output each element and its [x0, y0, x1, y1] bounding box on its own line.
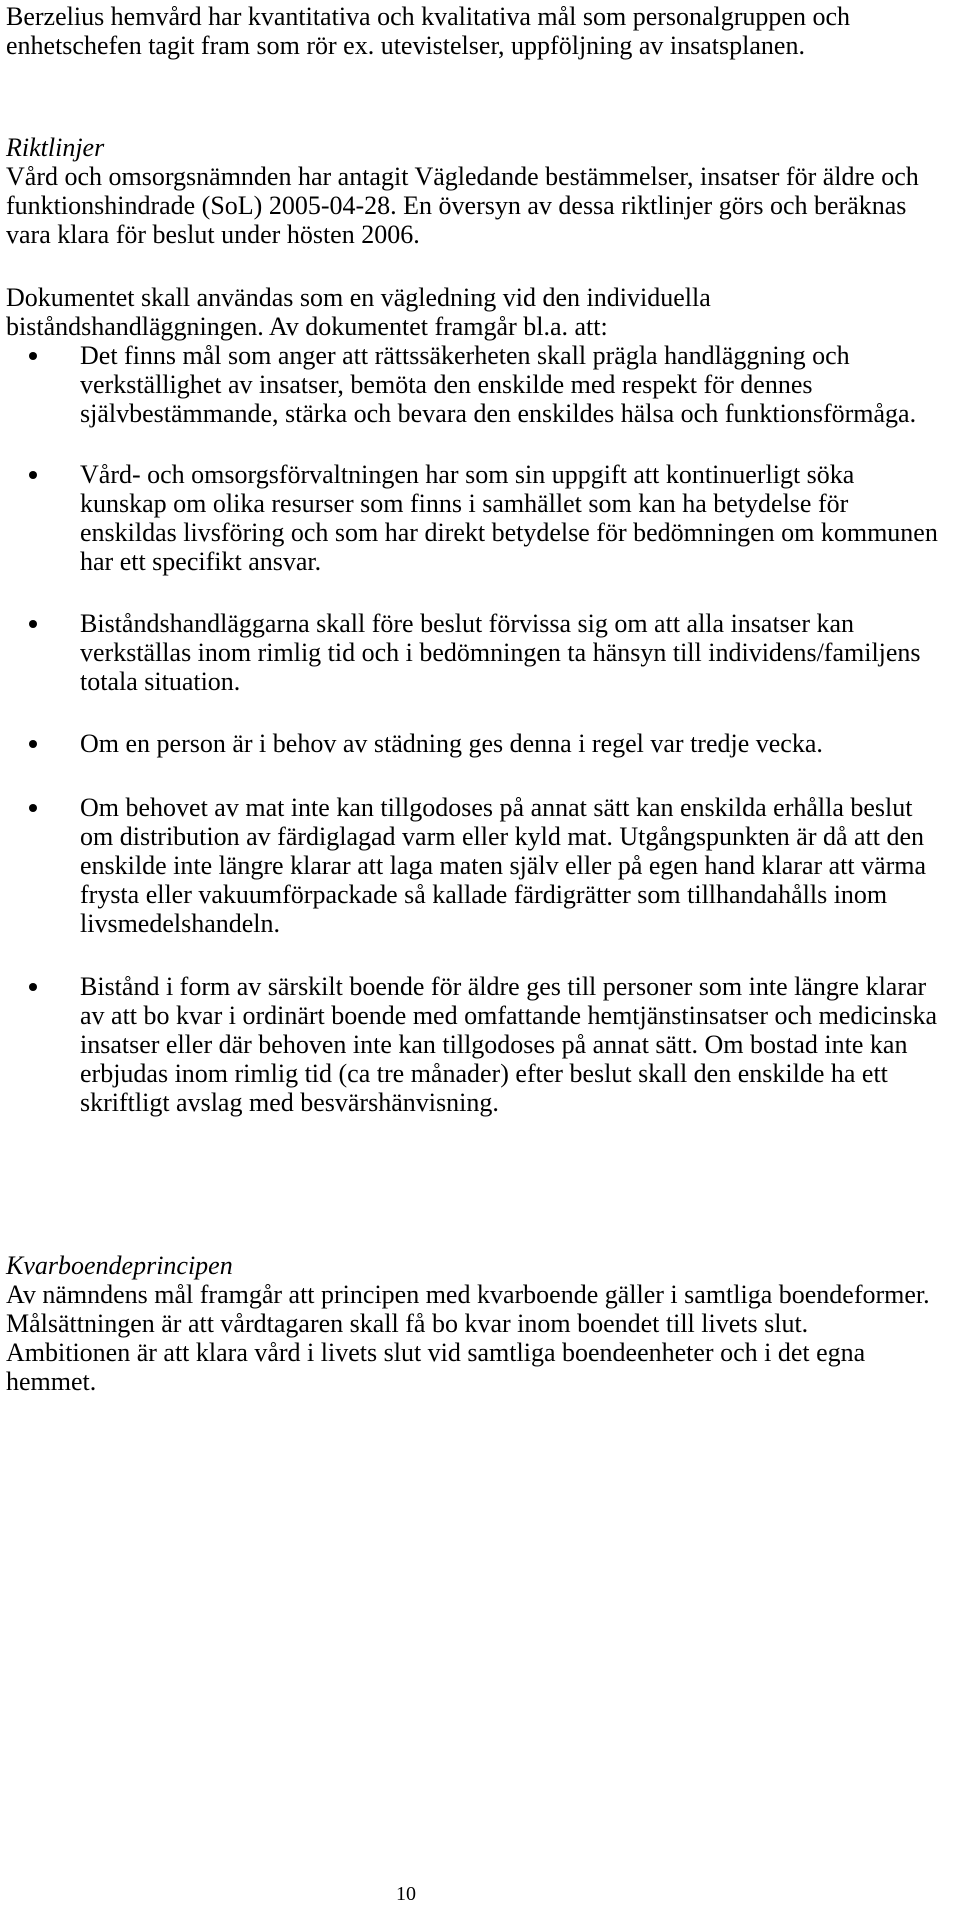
kvarboende-heading: Kvarboendeprincipen: [6, 1251, 233, 1280]
riktlinjer-heading: Riktlinjer: [6, 133, 105, 162]
intro-paragraph: Berzelius hemvård har kvantitativa och kvalitativa mål som personalgruppen och enhetschefen tagit fram som rör ex. utevistelser, uppföljning av insatsplanen.: [6, 2, 851, 60]
bullet-icon: [29, 983, 37, 991]
list-item-text: Om behovet av mat inte kan tillgodoses på annat sätt kan enskilda erhålla beslut om distribution av färdiglagad varm eller kyld mat. Utgångspunkten är då att den enskilde inte längre klarar att laga maten själv eller på egen hand klarar att värma frysta eller vakuumförpackade så kallade färdigrätter som tillhandahålls inom livsmedelshandeln.: [80, 793, 927, 938]
list-item: [6, 341, 946, 428]
guideline-bullet-list: [6, 341, 946, 1150]
riktlinjer-paragraph: Vård och omsorgsnämnden har antagit Vägledande bestämmelser, insatser för äldre och funktionshindrade (SoL) 2005-04-28. En översyn av dessa riktlinjer görs och beräknas vara klara för beslut under hösten 2006.: [6, 162, 919, 249]
bullet-icon: [29, 471, 37, 479]
list-item: [6, 972, 946, 1117]
kvarboende-paragraph: Av nämndens mål framgår att principen med kvarboende gäller i samtliga boendeformer. Målsättningen är att vårdtagaren skall få bo kvar inom boendet till livets slut. Ambitionen är att klara vård i livets slut vid samtliga boendeenheter och i det egna hemmet.: [6, 1280, 930, 1396]
bullet-icon: [29, 804, 37, 812]
bullet-icon: [29, 740, 37, 748]
bullet-icon: [29, 352, 37, 360]
list-item-text: Om en person är i behov av städning ges denna i regel var tredje vecka.: [80, 729, 823, 758]
dokument-paragraph: Dokumentet skall användas som en vägledning vid den individuella biståndshandläggningen. Av dokumentet framgår bl.a. att:: [6, 283, 711, 341]
bullet-icon: [29, 620, 37, 628]
list-item-text: Bistånd i form av särskilt boende för äldre ges till personer som inte längre klarar av att bo kvar i ordinärt boende med omfattande hemtjänstinsatser och medicinska insatser eller där behoven inte kan tillgodoses på annat sätt. Om bostad inte kan erbjudas inom rimlig tid (ca tre månader) efter beslut skall den enskilde ha ett skriftligt avslag med besvärshänvisning.: [80, 972, 938, 1117]
page-number: 10: [396, 1883, 416, 1905]
list-item: [6, 793, 946, 938]
list-item: [6, 460, 946, 576]
list-item-text: Biståndshandläggarna skall före beslut förvissa sig om att alla insatser kan verkställas inom rimlig tid och i bedömningen ta hänsyn till individens/familjens totala situation.: [80, 609, 921, 696]
list-item-text: Vård- och omsorgsförvaltningen har som sin uppgift att kontinuerligt söka kunskap om olika resurser som finns i samhället som kan ha betydelse för enskildas livsföring och som har direkt betydelse för bedömningen om kommunen har ett specifikt ansvar.: [80, 460, 938, 576]
list-item-text: Det finns mål som anger att rättssäkerheten skall prägla handläggning och verkställighet av insatser, bemöta den enskilde med respekt för dennes självbestämmande, stärka och bevara den enskildes hälsa och funktionsförmåga.: [80, 341, 917, 428]
list-item: [6, 609, 946, 696]
list-item: [6, 729, 946, 758]
